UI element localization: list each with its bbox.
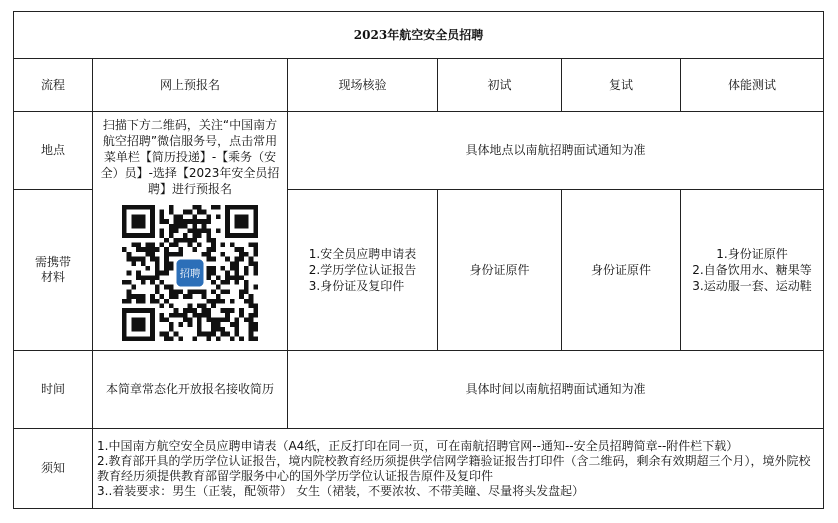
header-fitness: 体能测试: [681, 59, 824, 112]
notes-content: [93, 429, 824, 509]
time-label: 时间: [14, 351, 93, 429]
materials-fitness-item: 1.身份证原件: [716, 247, 788, 261]
online-instructions: 扫描下方二维码，关注“中国南方航空招聘”微信服务号，点击常用菜单栏【简历投递】-【乘务（安全）员】-选择【2023年安全员招聘】进行预报名: [100, 118, 280, 196]
qr-code-icon: [122, 205, 258, 341]
materials-label-line1: 需携带: [34, 255, 71, 269]
materials-first: 身份证原件: [438, 190, 562, 351]
header-first: 初试: [438, 59, 562, 112]
header-second: 复试: [562, 59, 681, 112]
note-line: 2.教育部开具的学历学位认证报告，境内院校教育经历须提供学信网学籍验证报告打印件（含二维码，剩余有效期超三个月），境外院校教育经历须提供教育部留学服务中心的国外学历学位认证报告原件及复印件: [97, 453, 811, 483]
materials-onsite-item: 1.安全员应聘申请表: [308, 247, 417, 261]
materials-second: 身份证原件: [562, 190, 681, 351]
note-line: 3..着装要求：男生（正装，配领带） 女生（裙装，不要浓妆、不带美瞳、尽量将头发盘起）: [97, 483, 585, 498]
location-label: 地点: [14, 112, 93, 190]
materials-fitness-item: 2.自备饮用水、糖果等: [692, 263, 812, 277]
materials-onsite-item: 2.学历学位认证报告: [308, 263, 417, 277]
materials-fitness-item: 3.运动服一套、运动鞋: [692, 279, 812, 293]
time-value: 具体时间以南航招聘面试通知为准: [288, 351, 824, 429]
time-online: 本简章常态化开放报名接收简历: [93, 351, 288, 429]
header-onsite: 现场核验: [288, 59, 438, 112]
location-value: 具体地点以南航招聘面试通知为准: [288, 112, 824, 190]
materials-label-line2: 材料: [40, 270, 65, 284]
notes-label: 须知: [14, 429, 93, 509]
note-line: 1.中国南方航空安全员应聘申请表（A4纸，正反打印在同一页，可在南航招聘官网--通知--安全员招聘简章--附件栏下载）: [97, 438, 739, 453]
qr-badge-text: 招聘: [179, 267, 201, 280]
recruitment-schedule-table: [13, 11, 824, 509]
materials-onsite-item: 3.身份证及复印件: [308, 279, 405, 293]
header-process: 流程: [14, 59, 93, 112]
materials-fitness: [681, 190, 824, 351]
online-registration-cell: [93, 112, 288, 351]
materials-onsite: [288, 190, 438, 351]
header-online: 网上预报名: [93, 59, 288, 112]
page-title: 2023年航空安全员招聘: [14, 12, 824, 59]
materials-label: [14, 190, 93, 351]
